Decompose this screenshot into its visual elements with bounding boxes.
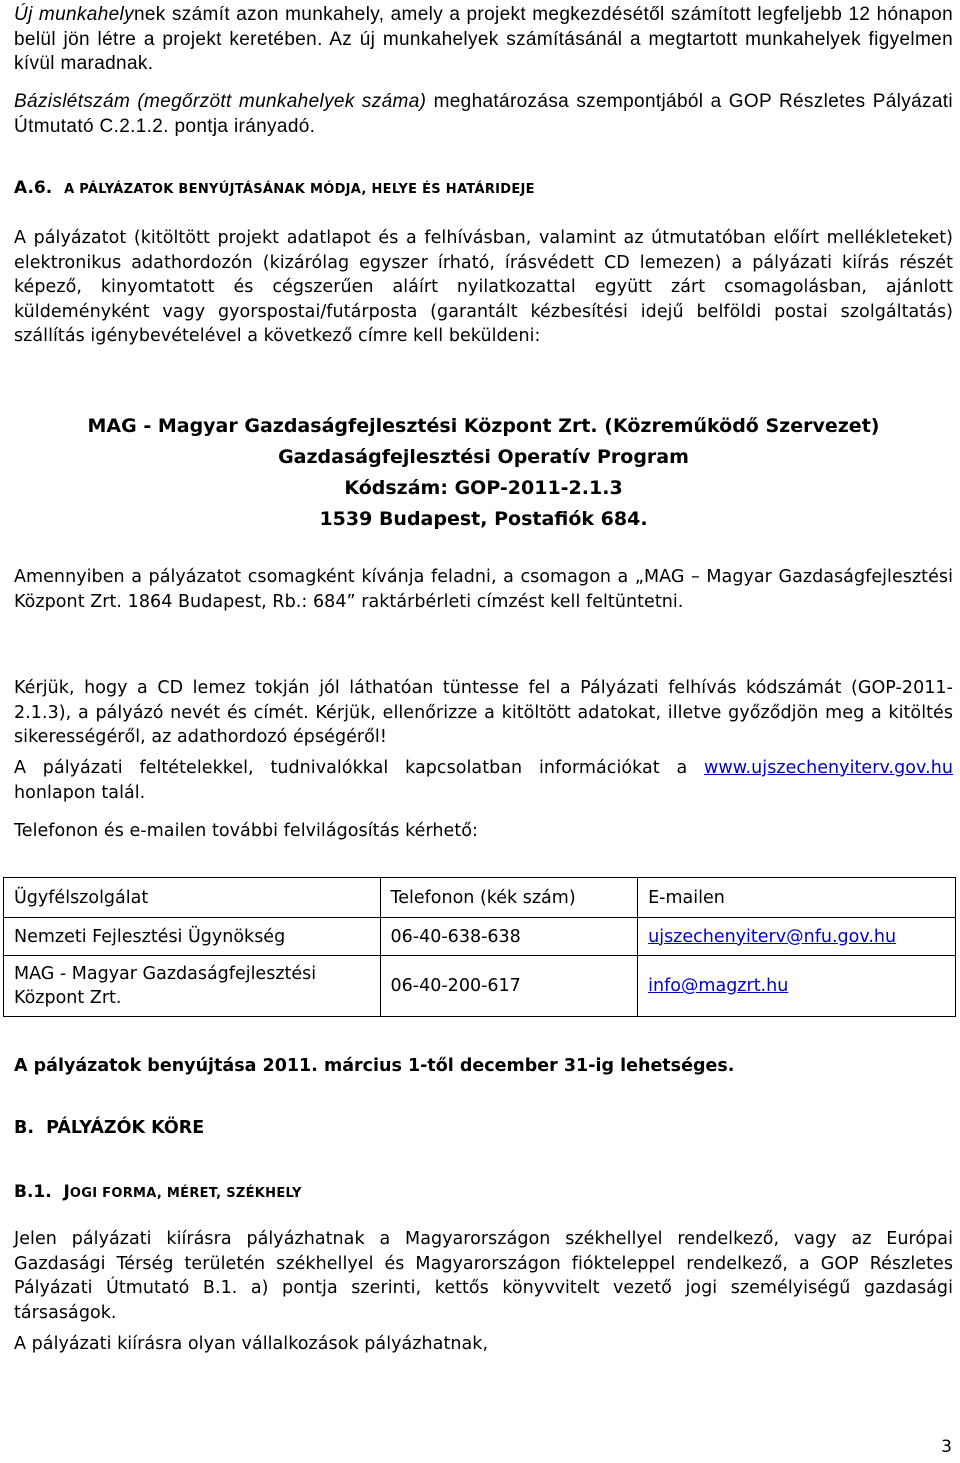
section-b-heading: B. PÁLYÁZÓK KÖRE [14, 1118, 205, 1138]
base-headcount-term: Bázislétszám (megőrzött munkahelyek száma) [14, 91, 427, 112]
header-cell: Ügyfélszolgálat [4, 878, 381, 918]
email-link-mag[interactable]: info@magzrt.hu [648, 976, 789, 996]
page-number: 3 [941, 1437, 952, 1457]
email-cell [638, 918, 956, 956]
table-row [4, 918, 956, 956]
address-line-1: MAG - Magyar Gazdaságfejlesztési Központ Zrt. (Közreműködő Szervezet) [87, 415, 880, 437]
intro-paragraph-new-jobs: Új munkahelynek számít azon munkahely, amely a projekt megkezdésétől számított legfeljebb 12 hónapon belül jön létre a projekt keretében. Az új munkahelyek számításánál a megtartott munkahelyek figyelmen kívül maradnak. [14, 4, 953, 74]
address-line-3: Kódszám: GOP-2011-2.1.3 [344, 477, 623, 499]
address-line-4: 1539 Budapest, Postafiók 684. [319, 508, 648, 530]
table-cell: MAG - Magyar Gazdaságfejlesztési Központ Zrt. [4, 956, 381, 1017]
contact-table [3, 877, 956, 1017]
website-link[interactable]: www.ujszechenyiterv.gov.hu [704, 758, 953, 778]
table-cell: 06-40-200-617 [380, 956, 638, 1017]
package-paragraph: Amennyiben a pályázatot csomagként kívánja feladni, a csomagon a „MAG – Magyar Gazdaságfejlesztési Központ Zrt. 1864 Budapest, Rb.: 684” raktárbérleti címzést kell feltüntetni. [14, 567, 953, 612]
submission-paragraph: A pályázatot (kitöltött projekt adatlapot és a felhívásban, valamint az útmutatóban előírt mellékleteket) elektronikus adathordozón (kizárólag egyszer írható, írásvédett CD lemezen) a pályázati kiírás részét képező, kinyomtatott és cégszerűen aláírt nyilatkozattal együtt zárt csomagolásban, ajánlott küldeményként vagy gyorspostai/futárposta (garantált kézbesítési idejű belföldi postai szolgáltatás) szállítás igénybevételével a következő címre kell beküldeni: [14, 228, 953, 346]
table-row [4, 956, 956, 1017]
section-a6-heading: A.6. A PÁLYÁZATOK BENYÚJTÁSÁNAK MÓDJA, HELYE ÉS HATÁRIDEJE [14, 178, 535, 198]
intro-paragraph-base-headcount: Bázislétszám (megőrzött munkahelyek száma) meghatározása szempontjából a GOP Részletes Pályázati Útmutató C.2.1.2. pontja irányadó. [14, 91, 953, 137]
section-a6-title: A PÁLYÁZATOK BENYÚJTÁSÁNAK MÓDJA, HELYE ÉS HATÁRIDEJE [64, 182, 535, 197]
cd-paragraph: Kérjük, hogy a CD lemez tokján jól láthatóan tüntesse fel a Pályázati felhívás kódszámát (GOP-2011-2.1.3), a pályázó nevét és címét. Kérjük, ellenőrizze a kitöltött adatokat, illetve győződjön meg a kitöltés sikerességéről, az adathordozó épségéről! [14, 678, 953, 747]
table-cell: 06-40-638-638 [380, 918, 638, 956]
section-b1-heading: B.1. JOGI FORMA, MÉRET, SZÉKHELY [14, 1182, 302, 1202]
table-header-row [4, 878, 956, 918]
deadline-statement: A pályázatok benyújtása 2011. március 1-től december 31-ig lehetséges. [14, 1056, 735, 1076]
phone-email-paragraph: Telefonon és e-mailen további felvilágosítás kérhető: [14, 821, 478, 841]
address-block [14, 411, 953, 535]
eligibility-paragraph: Jelen pályázati kiírásra pályázhatnak a Magyarországon székhellyel rendelkező, vagy az Európai Gazdasági Térség területén székhellyel és Magyarországon fiókteleppel rendelkező, a GOP Részletes Pályázati Útmutató B.1. a) pontja szerinti, kettős könyvvitelt vezető jogi személyiségű gazdasági társaságok. [14, 1229, 953, 1323]
email-cell [638, 956, 956, 1017]
info-paragraph: A pályázati feltételekkel, tudnivalókkal kapcsolatban információkat a www.ujszechenyiterv.gov.hu honlapon talál. [14, 758, 953, 803]
header-cell: E-mailen [638, 878, 956, 918]
header-cell: Telefonon (kék szám) [380, 878, 638, 918]
address-line-2: Gazdaságfejlesztési Operatív Program [278, 446, 689, 468]
email-link-nfu[interactable]: ujszechenyiterv@nfu.gov.hu [648, 926, 897, 947]
eligibility-paragraph-2: A pályázati kiírásra olyan vállalkozások pályázhatnak, [14, 1334, 489, 1354]
table-cell: Nemzeti Fejlesztési Ügynökség [4, 918, 381, 956]
new-job-term: Új munkahely [14, 4, 134, 25]
